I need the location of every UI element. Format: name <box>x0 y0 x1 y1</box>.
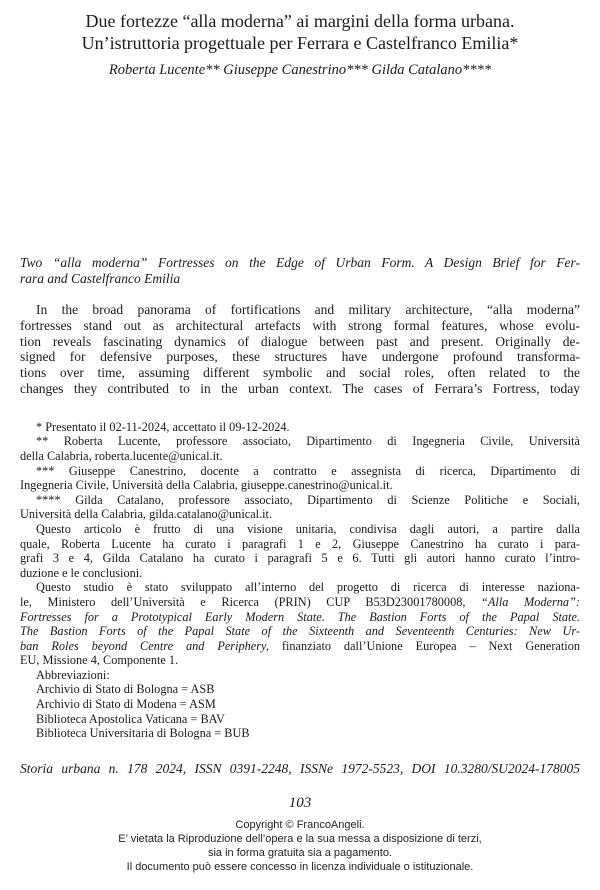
footnote-line: Ingegneria Civile, Università della Calabria, giuseppe.canestrino@unical.it. <box>20 478 393 493</box>
footnote-line: della Calabria, roberta.lucente@unical.it. <box>20 448 223 463</box>
abstract-body-line: tions over time, assuming different symbolic and social roles, often related to the <box>20 365 580 381</box>
footnote-line: Biblioteca Apostolica Vaticana = BAV <box>36 711 225 726</box>
authors-line: Roberta Lucente** Giuseppe Canestrino*** Gilda Catalano**** <box>108 62 492 78</box>
footnote-line: The Bastion Forts of the Papal State of the Sixteenth and Seventeenth Centuries: New Ur- <box>20 624 580 639</box>
footnote-line: Archivio di Stato di Modena = ASM <box>36 697 216 712</box>
footnote-line: duzione e le conclusioni. <box>20 565 143 580</box>
footnote-line: ** Roberta Lucente, professore associato, Dipartimento di Ingegneria Civile, Università <box>36 434 580 449</box>
abstract-title <box>20 255 580 287</box>
abstract-body-line: In the broad panorama of fortifications and military architecture, “alla moderna” <box>36 302 580 317</box>
footnote-line: EU, Missione 4, Componente 1. <box>20 653 179 668</box>
journal-info-line: Storia urbana n. 178 2024, ISSN 0391-2248, ISSNe 1972-5523, DOI 10.3280/SU2024-178005 <box>20 760 580 776</box>
abstract-title-line: rara and Castelfranco Emilia <box>20 271 181 286</box>
article-title-line: Un’istruttoria progettuale per Ferrara e Castelfranco Emilia* <box>81 33 519 53</box>
footnote-line: Questo articolo è frutto di una visione unitaria, condivisa dagli autori, a partire dalla <box>36 521 580 536</box>
footnote-line: Questo studio è stato sviluppato all’interno del progetto di ricerca di interesse naziona- <box>36 580 580 595</box>
abstract-body-line: fortresses stand out as architectural artefacts with strong formal features, whose evolu- <box>20 317 580 333</box>
footnote-line: *** Giuseppe Canestrino, docente a contratto e assegnista di ricerca, Dipartimento di <box>36 463 580 478</box>
article-title <box>20 10 580 54</box>
footnote-line: quale, Roberta Lucente ha curato i paragrafi 1 e 2, Giuseppe Canestrino ha curato i para- <box>20 536 580 551</box>
page-number: 103 <box>288 794 312 811</box>
footnote-line: * Presentato il 02-11-2024, accettato il 09-12-2024. <box>36 419 290 434</box>
abstract-body-line: tion reveals fascinating dynamics of dialogue between past and present. Originally de- <box>20 333 580 349</box>
footnote-line: le, Ministero dell’Università e Ricerca (PRIN) CUP B53D23001780008, “Alla Moderna”: <box>20 594 580 609</box>
footnote-line: Università della Calabria, gilda.catalano@unical.it. <box>20 507 273 522</box>
article-title-line: Due fortezze “alla moderna” ai margini della forma urbana. <box>85 11 515 31</box>
footnote-line: Fortresses for a Prototypical Early Modern State. The Bastion Forts of the Papal State. <box>20 609 580 624</box>
abstract-body-line: signed for defensive purposes, these structures have undergone profound transforma- <box>20 349 580 365</box>
footnote-line: ban Roles beyond Centre and Periphery, finanziato dall’Unione Europea – Next Generation <box>20 638 580 653</box>
abstract-body-line: changes they contributed to in the urban context. The cases of Ferrara’s Fortress, today <box>20 380 580 396</box>
copyright-line: Copyright © FrancoAngeli. <box>235 818 365 831</box>
abstract-title-line: Two “alla moderna” Fortresses on the Edge of Urban Form. A Design Brief for Fer- <box>20 255 580 270</box>
footnote-line: grafi 3 e 4, Gilda Catalano ha curato i paragrafi 5 e 6. Tutti gli autori hanno curato l’intro- <box>20 551 580 566</box>
copyright-line: E’ vietata la Riproduzione dell’opera e la sua messa a disposizione di terzi, <box>118 832 482 845</box>
footnote-line: Abbreviazioni: <box>36 667 110 682</box>
footnote-line: **** Gilda Catalano, professore associato, Dipartimento di Scienze Politiche e Sociali, <box>36 492 580 507</box>
footnote-line: Biblioteca Universitaria di Bologna = BUB <box>36 726 250 741</box>
copyright-block <box>20 818 580 874</box>
footnotes-block <box>20 420 580 741</box>
copyright-line: sia in forma gratuita sia a pagamento. <box>207 846 393 859</box>
footnote-line: Archivio di Stato di Bologna = ASB <box>36 682 215 697</box>
copyright-line: Il documento può essere concesso in licenza individuale o istituzionale. <box>126 860 474 873</box>
abstract-body <box>20 302 580 397</box>
